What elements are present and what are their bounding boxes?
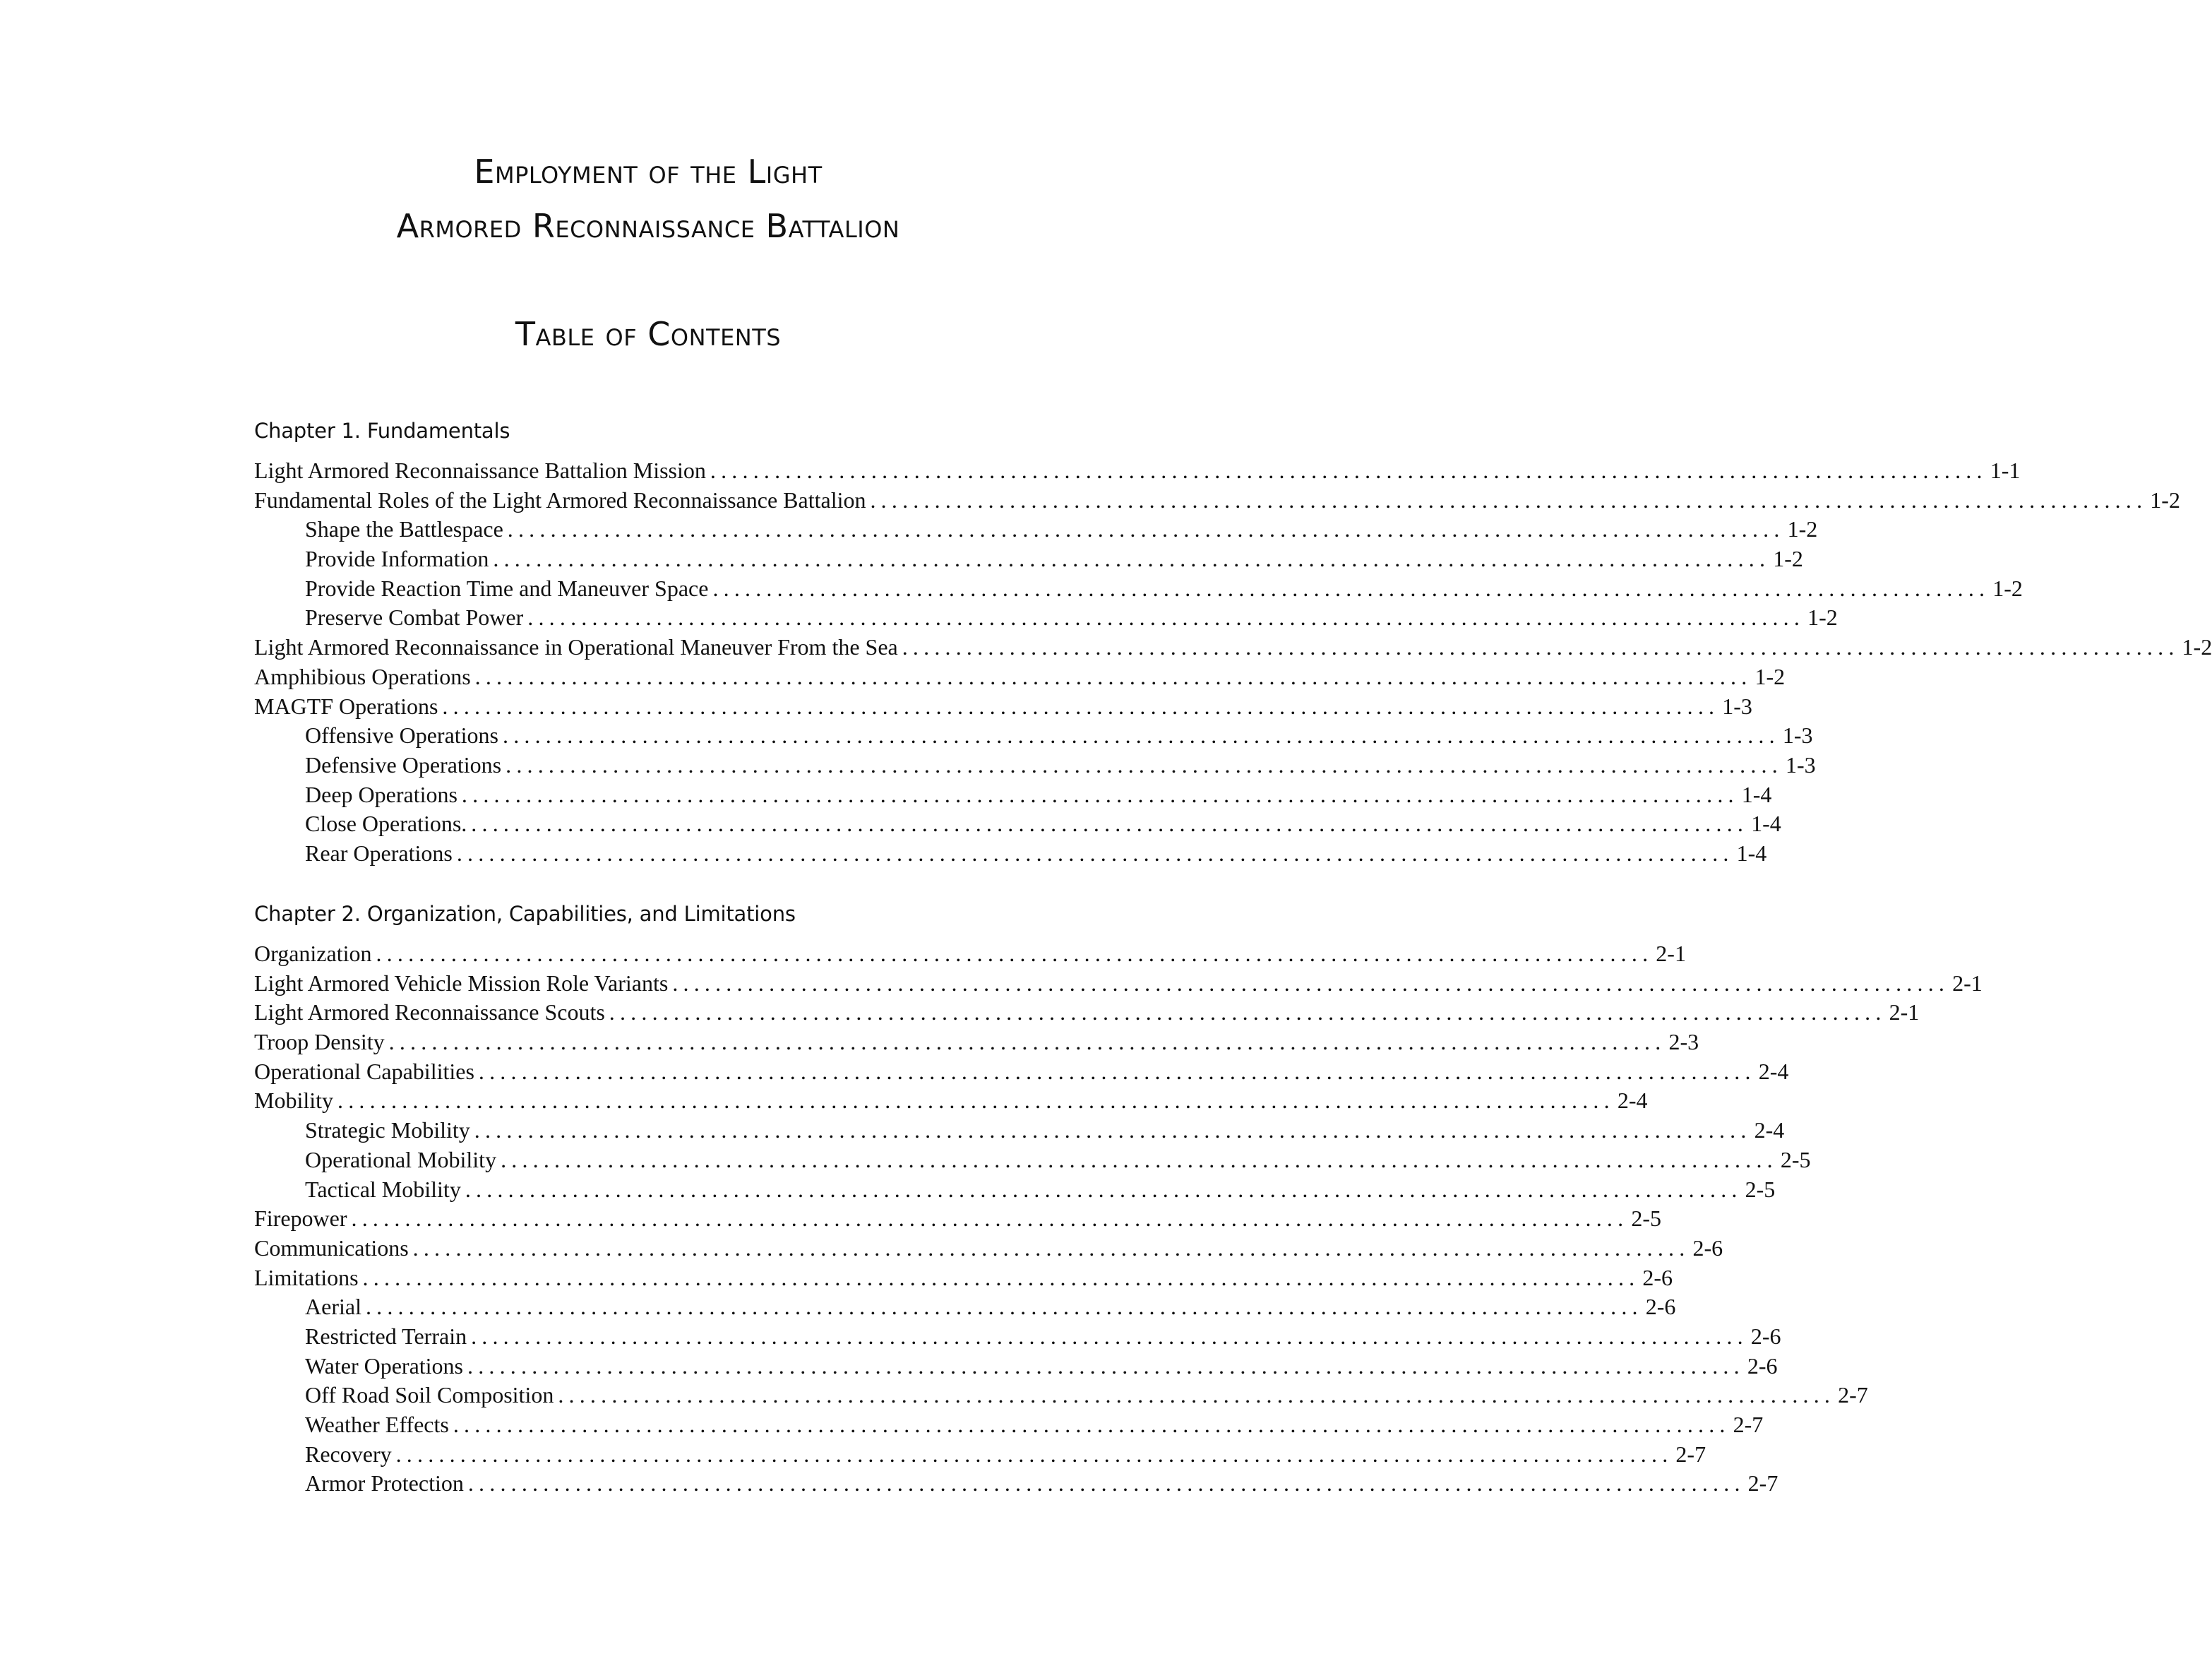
- toc-entry-page: 2-4: [1758, 1058, 1789, 1084]
- dot-leader: .......................................................................................................................: [503, 722, 1780, 749]
- toc-entry-label: MAGTF Operations: [254, 693, 438, 719]
- dot-leader: .......................................................................................................................: [376, 941, 1654, 966]
- title-text: ontents: [670, 315, 782, 353]
- toc-entry[interactable]: [254, 780, 1772, 810]
- toc-entry-label: Firepower: [254, 1206, 347, 1232]
- toc-entry[interactable]: [254, 809, 1781, 839]
- toc-entry-page: 2-6: [1750, 1323, 1781, 1349]
- toc-entry[interactable]: [254, 603, 1838, 633]
- title-cap: R: [532, 207, 556, 245]
- document-title-line-2: [0, 199, 1296, 254]
- toc-entry-page: 2-6: [1645, 1294, 1676, 1320]
- toc-entry-page: 2-7: [1675, 1441, 1706, 1467]
- toc-entry[interactable]: [254, 574, 2023, 604]
- toc-entry-page: 1-2: [1807, 605, 1838, 631]
- dot-leader: .......................................................................................................................: [388, 1029, 1666, 1055]
- toc-entry[interactable]: [254, 486, 2180, 516]
- toc-entry-page: 2-1: [1889, 999, 1920, 1025]
- title-text: econnaissance: [555, 207, 766, 245]
- document-title-line-1: [0, 145, 1296, 199]
- dot-leader: .......................................................................................................................: [493, 546, 1771, 572]
- toc-list: [254, 939, 1983, 1499]
- toc-entry-label: Preserve Combat Power: [305, 605, 524, 631]
- dot-leader: .......................................................................................................................: [442, 693, 1720, 719]
- title-cap: T: [515, 315, 536, 353]
- toc-entry-label: Restricted Terrain: [305, 1323, 467, 1349]
- dot-leader: .......................................................................................................................: [467, 1470, 1745, 1496]
- dot-leader: .......................................................................................................................: [467, 1352, 1745, 1379]
- toc-entry-label: Rear Operations: [305, 840, 453, 866]
- dot-leader: .......................................................................................................................: [395, 1441, 1673, 1467]
- chapter-heading: Chapter 2. Organization, Capabilities, and Limitations: [254, 902, 796, 926]
- toc-entry-page: 1-2: [2150, 487, 2180, 513]
- toc-entry[interactable]: [254, 1028, 1699, 1057]
- dot-leader: .......................................................................................................................: [506, 751, 1783, 778]
- dot-leader: .......................................................................................................................: [412, 1234, 1690, 1261]
- title-cap: E: [474, 153, 495, 191]
- toc-entry-label: Light Armored Reconnaissance Scouts: [254, 999, 605, 1025]
- toc-entry[interactable]: [254, 662, 1786, 692]
- toc-entry[interactable]: [254, 515, 1818, 545]
- toc-entry-page: 2-1: [1952, 970, 1983, 996]
- toc-entry-page: 2-6: [1642, 1264, 1673, 1290]
- dot-leader: .......................................................................................................................: [362, 1264, 1640, 1290]
- dot-leader: .......................................................................................................................: [501, 1146, 1778, 1172]
- dot-leader: .......................................................................................................................: [507, 516, 1785, 542]
- title-cap: C: [647, 315, 671, 353]
- toc-entry[interactable]: [254, 1204, 1661, 1234]
- toc-entry-label: Weather Effects: [305, 1412, 449, 1437]
- toc-chapter-2: [254, 900, 1983, 1499]
- toc-chapter-1: [254, 417, 2212, 869]
- toc-entry[interactable]: [254, 1116, 1785, 1146]
- toc-entry-page: 2-4: [1617, 1088, 1648, 1114]
- document-title: [0, 145, 1296, 254]
- toc-entry-page: 2-1: [1656, 941, 1686, 966]
- toc-entry-label: Armor Protection: [305, 1470, 464, 1496]
- toc-entry-page: 1-3: [1785, 751, 1816, 778]
- toc-list: [254, 456, 2212, 869]
- toc-entry-page: 2-5: [1745, 1176, 1776, 1202]
- toc-entry-page: 1-3: [1782, 722, 1813, 749]
- toc-entry[interactable]: [254, 721, 1813, 751]
- toc-entry[interactable]: [254, 1263, 1673, 1293]
- toc-entry[interactable]: [254, 939, 1686, 969]
- toc-entry-label: Recovery: [305, 1441, 392, 1467]
- toc-entry-label: Communications: [254, 1234, 409, 1261]
- toc-entry-label: Troop Density: [254, 1029, 385, 1055]
- toc-entry-page: 1-4: [1736, 840, 1767, 866]
- toc-entry-page: 1-2: [1773, 546, 1803, 572]
- toc-entry-page: 2-7: [1747, 1470, 1778, 1496]
- dot-leader: .......................................................................................................................: [672, 970, 1950, 996]
- dot-leader: .......................................................................................................................: [453, 1412, 1730, 1437]
- toc-entry[interactable]: [254, 1086, 1648, 1116]
- toc-entry-page: 2-5: [1780, 1146, 1811, 1172]
- toc-title: [0, 307, 1296, 362]
- dot-leader: .......................................................................................................................: [337, 1088, 1615, 1114]
- title-text: rmored: [419, 207, 532, 245]
- dot-leader: .......................................................................................................................: [478, 1058, 1756, 1084]
- toc-entry[interactable]: [254, 1292, 1676, 1322]
- title-text: able of: [535, 315, 648, 353]
- toc-entry-page: 2-7: [1733, 1412, 1764, 1437]
- dot-leader: .......................................................................................................................: [461, 781, 1739, 807]
- toc-entry[interactable]: [254, 1146, 1811, 1175]
- toc-entry-page: 1-2: [1787, 516, 1818, 542]
- dot-leader: .......................................................................................................................: [710, 458, 1987, 483]
- toc-entry-label: Strategic Mobility: [305, 1117, 470, 1143]
- toc-entry-page: 2-5: [1631, 1206, 1661, 1232]
- toc-entry[interactable]: [254, 1381, 1868, 1410]
- toc-entry-label: Aerial: [305, 1294, 361, 1320]
- toc-entry[interactable]: [254, 1352, 1778, 1381]
- toc-entry-label: Limitations: [254, 1264, 359, 1290]
- toc-entry-label: Defensive Operations: [305, 751, 502, 778]
- chapter-heading: Chapter 1. Fundamentals: [254, 419, 510, 443]
- toc-entry-page: 1-2: [1992, 575, 2023, 601]
- toc-entry-page: 1-4: [1741, 781, 1772, 807]
- toc-entry-label: Light Armored Reconnaissance Battalion Mission: [254, 458, 706, 483]
- toc-entry[interactable]: [254, 545, 1803, 574]
- dot-leader: .......................................................................................................................: [609, 999, 1887, 1025]
- toc-entry[interactable]: [254, 1440, 1706, 1470]
- title-cap: L: [747, 153, 766, 191]
- dot-leader: .......................................................................................................................: [902, 634, 2180, 660]
- toc-entry[interactable]: [254, 1234, 1723, 1263]
- toc-entry-label: Water Operations: [305, 1352, 463, 1379]
- dot-leader: .......................................................................................................................: [365, 1294, 1643, 1320]
- toc-entry-page: 1-1: [1990, 458, 2021, 483]
- dot-leader: .......................................................................................................................: [527, 605, 1805, 631]
- toc-entry-label: Mobility: [254, 1088, 334, 1114]
- toc-entry-page: 2-4: [1754, 1117, 1785, 1143]
- dot-leader: .......................................................................................................................: [351, 1206, 1629, 1232]
- toc-entry-label: Fundamental Roles of the Light Armored Reconnaissance Battalion: [254, 487, 866, 513]
- toc-entry-label: Off Road Soil Composition: [305, 1382, 554, 1408]
- toc-entry-label: Amphibious Operations: [254, 663, 471, 689]
- toc-entry-page: 2-7: [1838, 1382, 1868, 1408]
- toc-entry-label: Organization: [254, 941, 372, 966]
- toc-entry-label: Operational Mobility: [305, 1146, 497, 1172]
- title-cap: B: [765, 207, 789, 245]
- dot-leader: .......................................................................................................................: [558, 1382, 1836, 1408]
- toc-entry[interactable]: [254, 1175, 1776, 1205]
- toc-entry[interactable]: [254, 969, 1983, 999]
- dot-leader: .......................................................................................................................: [456, 840, 1734, 866]
- dot-leader: .......................................................................................................................: [471, 1323, 1748, 1349]
- toc-entry[interactable]: [254, 1469, 1778, 1499]
- toc-entry-label: Provide Information: [305, 546, 489, 572]
- dot-leader: .......................................................................................................................: [465, 1176, 1742, 1202]
- toc-entry-label: Light Armored Reconnaissance in Operational Maneuver From the Sea: [254, 634, 898, 660]
- toc-entry[interactable]: [254, 751, 1816, 780]
- toc-entry-page: 2-6: [1747, 1352, 1778, 1379]
- dot-leader: .......................................................................................................................: [474, 1117, 1752, 1143]
- toc-entry-label: Close Operations.: [305, 811, 467, 837]
- toc-entry[interactable]: [254, 1322, 1781, 1352]
- dot-leader: .......................................................................................................................: [471, 811, 1749, 837]
- dot-leader: .......................................................................................................................: [870, 487, 2148, 513]
- toc-entry-label: Offensive Operations: [305, 722, 498, 749]
- toc-entry-label: Shape the Battlespace: [305, 516, 503, 542]
- toc-entry-page: 1-4: [1751, 811, 1781, 837]
- title-text: attalion: [788, 207, 900, 245]
- toc-entry-label: Deep Operations: [305, 781, 458, 807]
- toc-entry[interactable]: [254, 1057, 1789, 1087]
- toc-entry[interactable]: [254, 692, 1752, 722]
- toc-entry-page: 1-2: [2182, 634, 2212, 660]
- toc-entry[interactable]: [254, 1410, 1764, 1440]
- toc-entry[interactable]: [254, 998, 1920, 1028]
- toc-entry-page: 2-6: [1692, 1234, 1723, 1261]
- toc-entry-page: 1-3: [1722, 693, 1752, 719]
- title-text: mployment of the: [494, 153, 748, 191]
- title-text: ight: [765, 153, 823, 191]
- dot-leader: .......................................................................................................................: [712, 575, 1990, 601]
- toc-entry[interactable]: [254, 456, 2021, 486]
- toc-entry-page: 2-3: [1668, 1029, 1699, 1055]
- dot-leader: .......................................................................................................................: [474, 663, 1752, 689]
- toc-entry[interactable]: [254, 839, 1767, 869]
- title-cap: A: [396, 207, 419, 245]
- toc-entry[interactable]: [254, 633, 2212, 662]
- toc-entry-page: 1-2: [1754, 663, 1786, 689]
- toc-entry-label: Tactical Mobility: [305, 1176, 461, 1202]
- toc-entry-label: Operational Capabilities: [254, 1058, 474, 1084]
- toc-entry-label: Light Armored Vehicle Mission Role Variants: [254, 970, 669, 996]
- toc-entry-label: Provide Reaction Time and Maneuver Space: [305, 575, 709, 601]
